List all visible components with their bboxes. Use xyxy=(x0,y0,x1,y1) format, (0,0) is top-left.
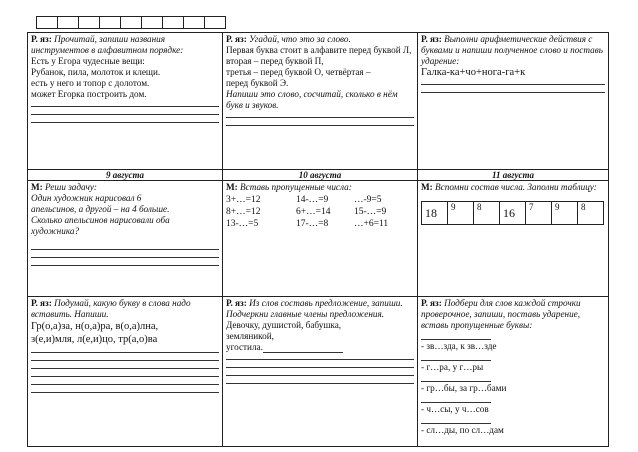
equation[interactable]: 17-…=8 xyxy=(296,219,329,229)
clue-line: третья – перед буквой О, четвёртая – xyxy=(226,67,371,77)
answer-line[interactable] xyxy=(31,251,219,258)
task-text: Подбери для слов каждой строчки проверочное, запиши, поставь ударение, вставь пропущенные буквы: xyxy=(421,298,581,330)
strip-cell xyxy=(79,17,100,29)
cell-math-missing-numbers xyxy=(223,181,418,297)
answer-line[interactable] xyxy=(31,100,219,107)
task-text: Прочитай, запиши названия инструментов в алфавитном порядке: xyxy=(31,34,184,55)
answer-line[interactable] xyxy=(31,362,219,369)
number-cell[interactable]: 8 xyxy=(578,202,604,225)
strip-cell xyxy=(58,17,79,29)
problem-line: Сколько апельсинов нарисовали оба xyxy=(31,215,170,225)
number-cell: 18 xyxy=(422,202,448,225)
word-pair: - зв…зда, к зв…зде xyxy=(421,341,497,351)
answer-line[interactable] xyxy=(263,344,343,353)
word-line: Девочку, душистой, бабушка, xyxy=(226,320,342,330)
equation[interactable]: 3+…=12 xyxy=(226,195,261,205)
word-pair: - гр…бы, за гр…бами xyxy=(421,383,507,393)
answer-line[interactable] xyxy=(31,378,219,385)
answer-line[interactable] xyxy=(31,108,219,115)
clue-line: перед буквой Э. xyxy=(226,78,289,88)
task-text: Напиши это слово, сосчитай, сколько в нём букв и звуков. xyxy=(226,89,398,110)
cell-russian-letter-arithmetic xyxy=(418,33,609,170)
answer-line[interactable] xyxy=(31,354,219,361)
strip-cell xyxy=(205,17,226,29)
task-text: Угадай, что это за слово. xyxy=(249,34,351,44)
subject-label: Р. яз: xyxy=(31,298,52,308)
cell-math-word-problem xyxy=(28,181,223,297)
problem-line: апельсинов, а другой – на 4 больше. xyxy=(31,204,170,214)
subject-label: Р. яз: xyxy=(31,34,52,44)
date-label: 9 августа xyxy=(28,170,223,181)
cell-math-number-composition xyxy=(418,181,609,297)
subject-label: Р. яз: xyxy=(421,298,442,308)
problem-line: художника? xyxy=(31,226,80,236)
strip-cell xyxy=(121,17,142,29)
number-cell[interactable]: 7 xyxy=(526,202,552,225)
number-cell: 16 xyxy=(500,202,526,225)
answer-line[interactable] xyxy=(421,394,491,403)
cell-russian-guess-word xyxy=(223,33,418,170)
answer-line[interactable] xyxy=(421,86,605,93)
answer-line[interactable] xyxy=(421,78,605,85)
answer-line[interactable] xyxy=(31,116,219,123)
equation[interactable]: 8+…=12 xyxy=(226,207,261,217)
number-cell[interactable]: 8 xyxy=(474,202,500,225)
answer-line[interactable] xyxy=(226,369,414,376)
strip-cell xyxy=(142,17,163,29)
answer-line[interactable] xyxy=(226,361,414,368)
task-text: Подумай, какую букву в слова надо вставить. Напиши. xyxy=(31,298,191,319)
answer-line[interactable] xyxy=(226,377,414,384)
answer-line[interactable] xyxy=(31,370,219,377)
cell-russian-insert-letter xyxy=(28,297,223,447)
strip-cell xyxy=(184,17,205,29)
equation[interactable]: 6+…=14 xyxy=(296,207,331,217)
answer-line[interactable] xyxy=(421,415,491,424)
worksheet xyxy=(27,16,608,435)
equation[interactable]: 13-…=5 xyxy=(226,219,259,229)
poem-line: может Егорка построить дом. xyxy=(31,89,147,99)
answer-line[interactable] xyxy=(31,346,219,353)
word-line: з(е,и)мля, л(е,и)цо, тр(а,о)ва xyxy=(31,334,158,345)
cell-russian-alphabet-order xyxy=(28,33,223,170)
equation[interactable]: 14-…=9 xyxy=(296,195,329,205)
letter-expression: Галка-ка+чо+нога-га+к xyxy=(421,67,526,78)
subject-label: М: xyxy=(226,182,238,192)
answer-line[interactable] xyxy=(226,353,414,360)
subject-label: Р. яз: xyxy=(226,298,247,308)
subject-label: М: xyxy=(421,182,433,192)
date-label: 10 августа xyxy=(223,170,418,181)
word-pair: - сл…ды, по сл…дам xyxy=(421,425,504,435)
answer-line[interactable] xyxy=(226,111,414,118)
answer-line[interactable] xyxy=(226,119,414,126)
number-cell[interactable]: 9 xyxy=(448,202,474,225)
strip-cell xyxy=(163,17,184,29)
task-text: Реши задачу: xyxy=(45,182,97,192)
assignment-grid xyxy=(27,32,609,447)
top-strip-cells xyxy=(36,16,226,29)
strip-cell xyxy=(100,17,121,29)
equation-grid xyxy=(226,194,414,230)
task-text: Из слов составь предложение, запиши. Подчеркни главные члены предложения. xyxy=(226,298,403,319)
clue-line: Первая буква стоит в алфавите перед буквой Л, вторая – перед буквой П, xyxy=(226,45,412,66)
number-composition-table xyxy=(421,201,604,225)
equation[interactable]: …+6=11 xyxy=(354,219,389,229)
cell-russian-make-sentence xyxy=(223,297,418,447)
poem-line: Есть у Егора чудесные вещи: xyxy=(31,56,145,66)
word-line: Гр(о,а)за, н(о,а)ра, в(о,а)лна, xyxy=(31,321,159,332)
word-line: земляникой, xyxy=(226,331,274,341)
date-label: 11 августа xyxy=(418,170,609,181)
task-text: Вспомни состав числа. Заполни таблицу: xyxy=(435,182,597,192)
strip-cell xyxy=(37,17,58,29)
poem-line: Рубанок, пила, молоток и клещи. xyxy=(31,67,161,77)
answer-line[interactable] xyxy=(31,243,219,250)
answer-line[interactable] xyxy=(421,331,491,340)
word-line: угостила. xyxy=(226,342,263,352)
equation[interactable]: …-9=5 xyxy=(354,195,382,205)
task-text: Выполни арифметические действия с буквами и напиши полученное слово и поставь ударение: xyxy=(421,34,603,66)
poem-line: есть у него и топор с долотом. xyxy=(31,78,150,88)
answer-line[interactable] xyxy=(31,386,219,393)
subject-label: М: xyxy=(31,182,43,192)
problem-line: Один художник нарисовал 6 xyxy=(31,193,142,203)
number-cell[interactable]: 9 xyxy=(552,202,578,225)
cell-russian-check-words xyxy=(418,297,609,447)
equation[interactable]: 15-…=9 xyxy=(354,207,387,217)
word-pair: - г…ра, у г…ры xyxy=(421,362,484,372)
task-text: Вставь пропущенные числа: xyxy=(240,182,352,192)
answer-line[interactable] xyxy=(31,259,219,266)
word-pair: - ч…сы, у ч…сов xyxy=(421,404,489,414)
subject-label: Р. яз: xyxy=(421,34,442,44)
answer-line[interactable] xyxy=(421,352,491,361)
subject-label: Р. яз: xyxy=(226,34,247,44)
answer-line[interactable] xyxy=(421,373,491,382)
